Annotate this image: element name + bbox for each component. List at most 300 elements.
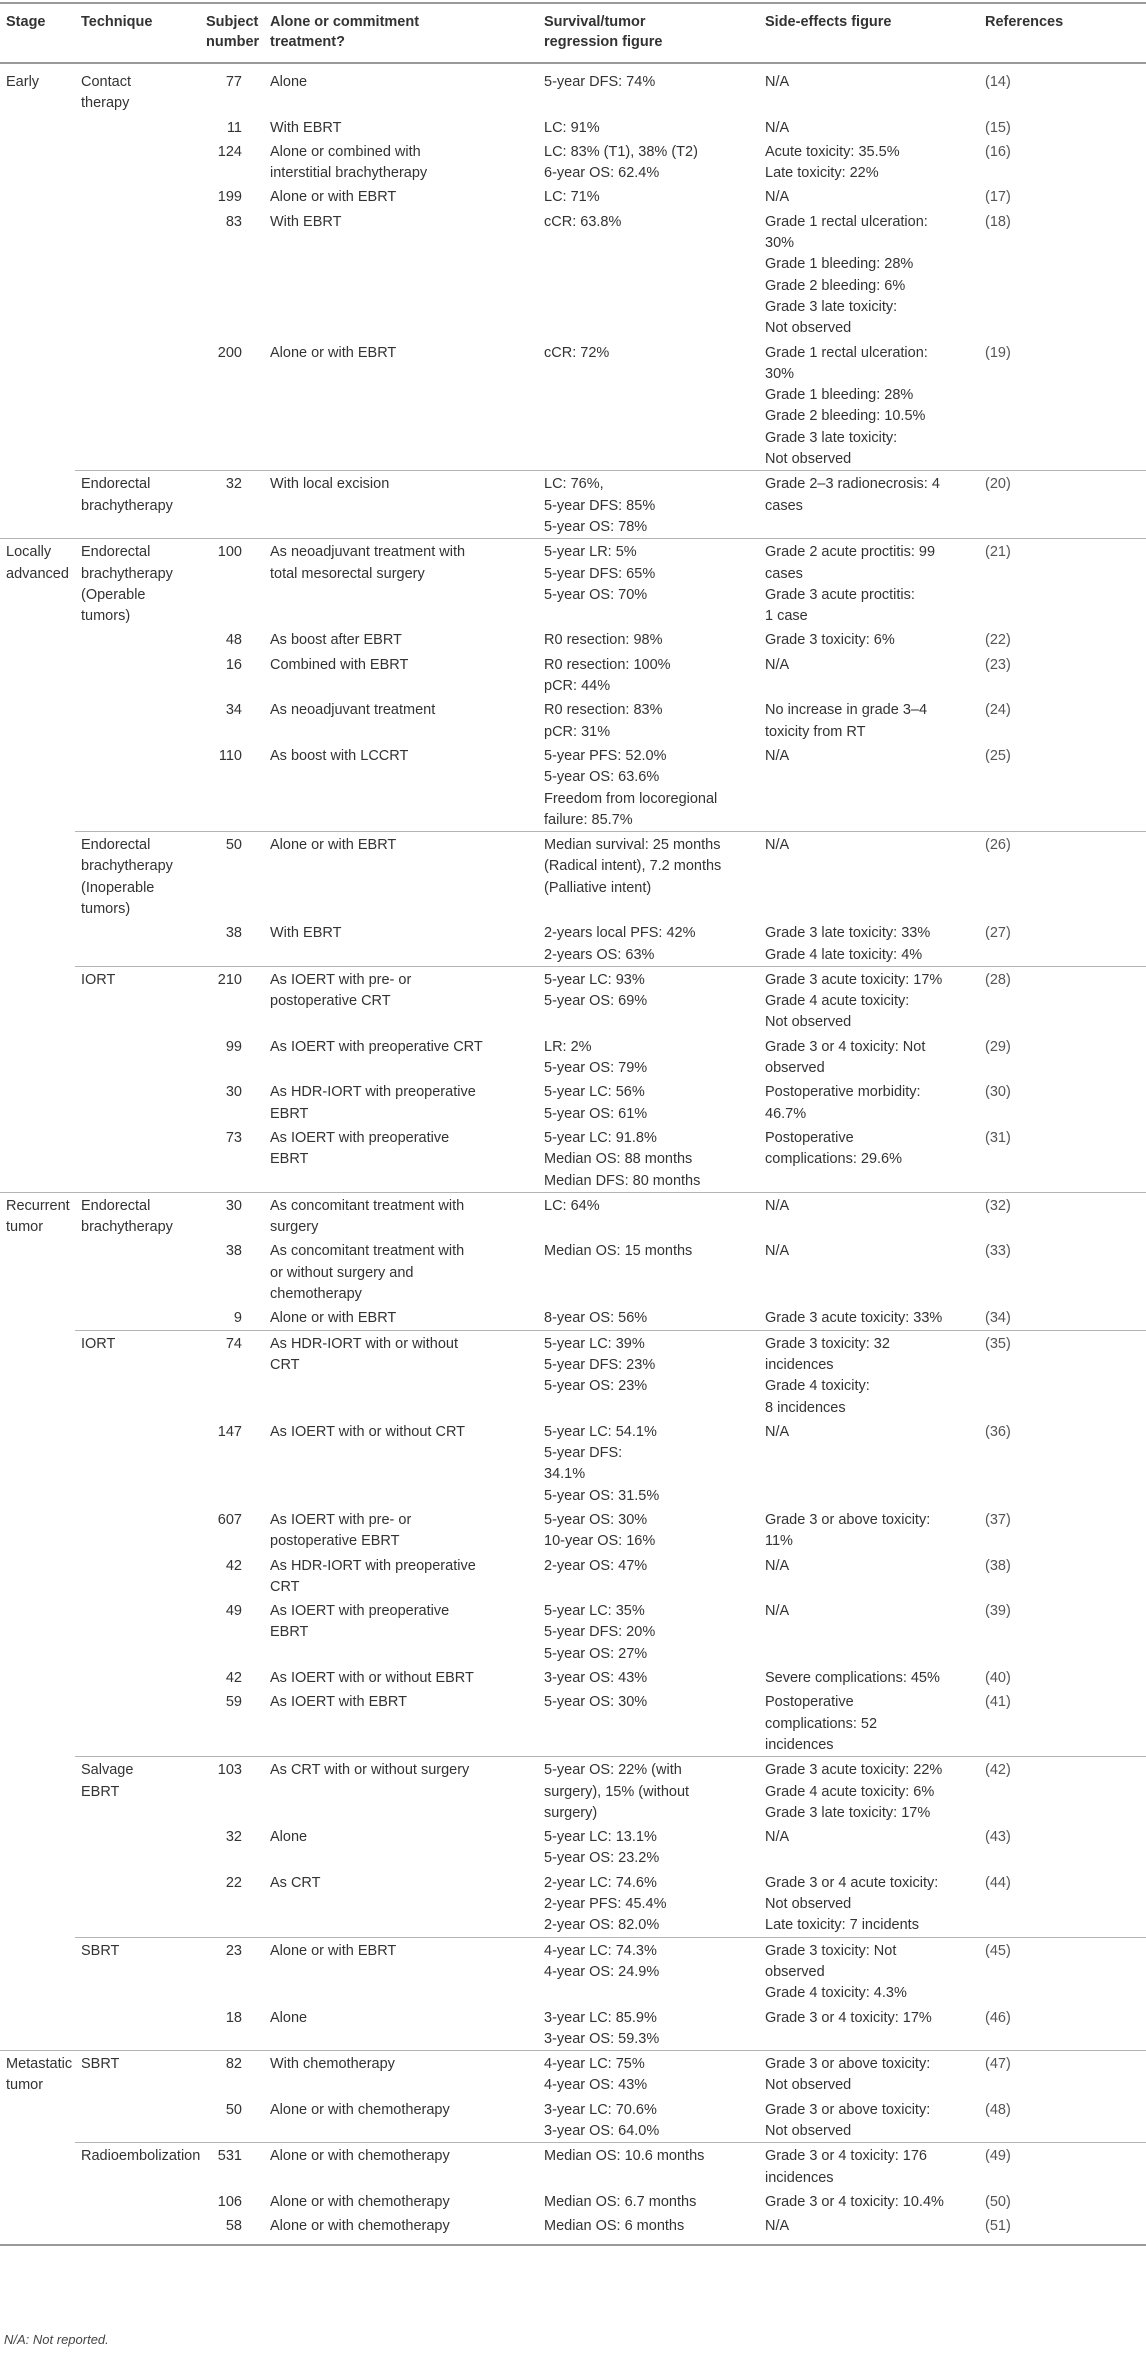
reference-cell: (47)	[979, 2051, 1146, 2097]
subject-number-cell: 38	[225, 1243, 242, 1260]
treatment-cell: As CRT	[270, 1874, 321, 1891]
side-effects-cell: Grade 2–3 radionecrosis: 4 cases	[759, 471, 979, 539]
side-effects-cell: N/A	[765, 74, 790, 90]
side-effects-cell: Postoperative complications: 52 incidences	[765, 1694, 878, 1753]
table-row	[0, 832, 1146, 921]
reference-cell: (41)	[985, 1694, 1011, 1711]
technique-cell	[75, 2213, 200, 2244]
table-row	[0, 63, 1146, 115]
reference-cell: (17)	[985, 189, 1011, 206]
side-effects-cell: Grade 3 toxicity: 32 incidences Grade 4 toxicity: 8 incidences	[759, 1330, 979, 1419]
technique-cell	[75, 652, 200, 698]
technique-cell	[75, 1870, 200, 1937]
treatment-cell: Alone or with EBRT	[264, 832, 538, 921]
table-row	[0, 1419, 1146, 1507]
survival-cell: 5-year PFS: 52.0% 5-year OS: 63.6% Freedom from locoregional failure: 85.7%	[544, 747, 718, 828]
subject-number-cell: 99	[225, 1038, 242, 1055]
table-row	[0, 209, 1146, 340]
subject-number-cell: 73	[225, 1129, 242, 1146]
stage-cell	[0, 652, 75, 698]
table-row	[0, 2051, 1146, 2097]
side-effects-cell: N/A	[765, 747, 790, 764]
survival-cell: 4-year LC: 75% 4-year OS: 43%	[538, 2051, 759, 2097]
stage-cell	[0, 2213, 75, 2244]
survival-cell: 4-year LC: 74.3% 4-year OS: 24.9%	[538, 1937, 759, 2004]
survival-cell: LC: 71%	[544, 189, 600, 206]
table-row	[0, 920, 1146, 966]
treatment-cell: Alone or with EBRT	[270, 344, 397, 361]
table-row	[0, 184, 1146, 208]
table-row	[0, 1870, 1146, 1937]
reference-cell: (51)	[979, 2213, 1146, 2244]
subject-number-cell: 210	[200, 966, 264, 1033]
table-row	[0, 1305, 1146, 1330]
table-row	[0, 1757, 1146, 1824]
technique-cell	[75, 1419, 200, 1507]
table-row	[0, 966, 1146, 1033]
technique-cell	[75, 1824, 200, 1870]
treatment-cell: Alone or with chemotherapy	[264, 2213, 538, 2244]
technique-cell	[75, 1507, 200, 1553]
header-technique: Technique	[75, 3, 200, 63]
stage-cell	[0, 1079, 75, 1125]
survival-cell: LC: 76%, 5-year DFS: 85% 5-year OS: 78%	[538, 471, 759, 539]
survival-cell: 5-year LC: 35% 5-year DFS: 20% 5-year OS: 27%	[544, 1603, 656, 1662]
table-row	[0, 1553, 1146, 1599]
stage-cell	[0, 184, 75, 208]
technique-cell	[75, 1689, 200, 1756]
side-effects-cell: N/A	[765, 1243, 790, 1260]
subject-number-cell: 77	[225, 74, 242, 90]
reference-cell: (35)	[979, 1330, 1146, 1419]
subject-number-cell: 74	[200, 1330, 264, 1419]
table-row	[0, 1689, 1146, 1756]
table-row	[0, 1665, 1146, 1689]
reference-cell: (44)	[985, 1874, 1011, 1891]
side-effects-cell: Grade 3 acute toxicity: 22% Grade 4 acute toxicity: 6% Grade 3 late toxicity: 17%	[759, 1757, 979, 1824]
survival-cell: 5-year LC: 54.1% 5-year DFS: 34.1% 5-year OS: 31.5%	[544, 1423, 660, 1504]
stage-cell	[0, 1757, 75, 1824]
survival-cell: 5-year OS: 30%	[544, 1694, 648, 1711]
technique-cell: IORT	[75, 1330, 200, 1419]
subject-number-cell: 531	[200, 2143, 264, 2189]
stage-cell	[0, 2005, 75, 2051]
technique-cell	[75, 1305, 200, 1330]
survival-cell: 8-year OS: 56%	[544, 1310, 648, 1327]
reference-cell: (46)	[985, 2009, 1011, 2026]
stage-cell	[0, 2097, 75, 2143]
table-body	[0, 63, 1146, 2245]
technique-cell: Radioembolization	[75, 2143, 200, 2189]
survival-cell: 3-year OS: 43%	[544, 1670, 648, 1687]
survival-cell: R0 resection: 100% pCR: 44%	[544, 656, 671, 695]
side-effects-cell: Grade 3 toxicity: Not observed Grade 4 toxicity: 4.3%	[759, 1937, 979, 2004]
side-effects-cell: Grade 1 rectal ulceration: 30% Grade 1 bleeding: 28% Grade 2 bleeding: 6% Grade 3 late toxicity: Not observed	[765, 213, 928, 337]
survival-cell: 2-years local PFS: 42% 2-years OS: 63%	[544, 925, 696, 963]
side-effects-cell: Grade 3 or 4 toxicity: 10.4%	[765, 2193, 944, 2210]
stage-cell	[0, 1553, 75, 1599]
stage-cell	[0, 697, 75, 743]
survival-cell: 3-year LC: 70.6% 3-year OS: 64.0%	[544, 2101, 660, 2140]
subject-number-cell: 82	[200, 2051, 264, 2097]
reference-cell: (20)	[979, 471, 1146, 539]
subject-number-cell: 9	[233, 1310, 242, 1327]
reference-cell: (16)	[985, 143, 1011, 160]
technique-cell	[75, 115, 200, 139]
technique-cell	[75, 1598, 200, 1665]
reference-cell: (37)	[985, 1512, 1011, 1528]
technique-cell	[75, 1553, 200, 1599]
side-effects-cell: Grade 3 or 4 toxicity: 176 incidences	[759, 2143, 979, 2189]
side-effects-cell: Grade 3 or 4 toxicity: 17%	[765, 2009, 932, 2026]
side-effects-cell: Grade 3 acute toxicity: 33%	[765, 1310, 943, 1327]
technique-cell: Endorectal brachytherapy	[75, 1192, 200, 1238]
reference-cell: (14)	[985, 74, 1011, 90]
survival-cell: 5-year LC: 13.1% 5-year OS: 23.2%	[544, 1829, 660, 1867]
reference-cell: (49)	[979, 2143, 1146, 2189]
side-effects-cell: Grade 3 or above toxicity: 11%	[765, 1512, 931, 1550]
survival-cell: 5-year LC: 56% 5-year OS: 61%	[544, 1084, 648, 1122]
side-effects-cell: N/A	[765, 656, 790, 673]
technique-cell: Contact therapy	[81, 74, 131, 112]
side-effects-cell: Severe complications: 45%	[765, 1670, 940, 1687]
subject-number-cell: 34	[225, 702, 242, 719]
treatment-cell: Alone or with EBRT	[270, 189, 397, 206]
technique-cell	[75, 209, 200, 340]
stage-cell	[0, 966, 75, 1033]
treatment-cell: With chemotherapy	[264, 2051, 538, 2097]
header-alone-or-commitment: Alone or commitment treatment?	[264, 3, 538, 63]
stage-cell	[0, 115, 75, 139]
survival-cell: LC: 83% (T1), 38% (T2) 6-year OS: 62.4%	[544, 143, 698, 182]
survival-cell: 5-year LC: 93% 5-year OS: 69%	[538, 966, 759, 1033]
stage-cell	[0, 2189, 75, 2213]
technique-cell	[75, 1238, 200, 1305]
reference-cell: (48)	[985, 2101, 1011, 2118]
technique-cell: Salvage EBRT	[75, 1757, 200, 1824]
survival-cell: Median OS: 6 months	[538, 2213, 759, 2244]
treatment-cell: As boost after EBRT	[270, 632, 402, 649]
treatment-cell: As IOERT with pre- or postoperative EBRT	[270, 1512, 412, 1550]
subject-number-cell: 22	[225, 1874, 242, 1891]
treatment-cell: As concomitant treatment with surgery	[264, 1192, 538, 1238]
stage-cell	[0, 471, 75, 539]
table-row	[0, 2143, 1146, 2189]
survival-cell: 5-year OS: 22% (with surgery), 15% (without surgery)	[538, 1757, 759, 1824]
table-row	[0, 627, 1146, 651]
reference-cell: (40)	[985, 1670, 1011, 1687]
stage-cell: Early	[6, 74, 40, 90]
table-row	[0, 2213, 1146, 2244]
survival-cell: 5-year DFS: 74%	[544, 74, 656, 90]
side-effects-cell: Postoperative complications: 29.6%	[765, 1129, 903, 1168]
reference-cell: (23)	[985, 656, 1011, 673]
reference-cell: (42)	[979, 1757, 1146, 1824]
treatment-cell: As IOERT with preoperative CRT	[270, 1038, 483, 1055]
stage-cell	[0, 1305, 75, 1330]
stage-cell	[0, 1598, 75, 1665]
treatment-cell: Alone or with EBRT	[270, 1310, 397, 1327]
technique-cell	[75, 627, 200, 651]
treatment-cell: As HDR-IORT with or without CRT	[264, 1330, 538, 1419]
survival-cell: Median survival: 25 months (Radical intent), 7.2 months (Palliative intent)	[538, 832, 759, 921]
table-row	[0, 652, 1146, 698]
survival-cell: Median OS: 6.7 months	[544, 2193, 697, 2210]
treatment-cell: As HDR-IORT with preoperative EBRT	[270, 1084, 476, 1122]
table-row	[0, 1330, 1146, 1419]
survival-cell: 2-year OS: 47%	[544, 1557, 648, 1574]
side-effects-cell: N/A	[765, 1557, 790, 1574]
table-row	[0, 1192, 1146, 1238]
survival-cell: R0 resection: 98%	[544, 632, 663, 649]
side-effects-cell: Grade 3 acute toxicity: 17% Grade 4 acute toxicity: Not observed	[759, 966, 979, 1033]
technique-cell	[75, 2005, 200, 2051]
table-row	[0, 1034, 1146, 1080]
table-row	[0, 539, 1146, 628]
reference-cell: (18)	[985, 213, 1011, 230]
stage-cell	[0, 209, 75, 340]
reference-cell: (31)	[985, 1129, 1011, 1146]
technique-cell	[75, 139, 200, 185]
treatment-cell: Combined with EBRT	[270, 656, 409, 673]
table-row	[0, 1824, 1146, 1870]
subject-number-cell: 59	[225, 1694, 242, 1711]
subject-number-cell: 83	[225, 213, 242, 230]
side-effects-cell: Grade 3 late toxicity: 33% Grade 4 late toxicity: 4%	[765, 925, 931, 963]
stage-cell	[0, 1689, 75, 1756]
subject-number-cell: 42	[225, 1557, 242, 1574]
treatment-cell: Alone or with chemotherapy	[270, 2193, 450, 2210]
table-row	[0, 743, 1146, 832]
reference-cell: (24)	[985, 702, 1011, 719]
subject-number-cell: 100	[200, 539, 264, 628]
subject-number-cell: 42	[225, 1670, 242, 1687]
side-effects-cell: Grade 3 or 4 toxicity: Not observed	[765, 1038, 926, 1077]
subject-number-cell: 200	[217, 344, 242, 361]
reference-cell: (15)	[985, 119, 1011, 136]
treatment-cell: As IOERT with pre- or postoperative CRT	[264, 966, 538, 1033]
treatment-cell: With EBRT	[270, 213, 342, 230]
technique-cell	[75, 920, 200, 966]
subject-number-cell: 48	[225, 632, 242, 649]
side-effects-cell: Acute toxicity: 35.5% Late toxicity: 22%	[765, 143, 900, 182]
subject-number-cell: 607	[217, 1512, 242, 1528]
treatment-cell: Alone or with EBRT	[264, 1937, 538, 2004]
table-row	[0, 1598, 1146, 1665]
survival-cell: LC: 64%	[538, 1192, 759, 1238]
technique-cell	[75, 1034, 200, 1080]
header-survival: Survival/tumor regression figure	[538, 3, 759, 63]
side-effects-cell: Grade 3 or above toxicity: Not observed	[765, 2101, 931, 2140]
technique-cell	[75, 697, 200, 743]
reference-cell: (36)	[985, 1423, 1011, 1440]
subject-number-cell: 38	[225, 925, 242, 942]
survival-cell: R0 resection: 83% pCR: 31%	[544, 702, 663, 740]
reference-cell: (28)	[979, 966, 1146, 1033]
subject-number-cell: 16	[225, 656, 242, 673]
table-row	[0, 2189, 1146, 2213]
header-stage: Stage	[0, 3, 75, 63]
footnote: N/A: Not reported.	[4, 2332, 109, 2347]
reference-cell: (26)	[979, 832, 1146, 921]
technique-cell: Endorectal brachytherapy (Operable tumors)	[75, 539, 200, 628]
reference-cell: (21)	[979, 539, 1146, 628]
subject-number-cell: 103	[200, 1757, 264, 1824]
stage-cell	[0, 627, 75, 651]
side-effects-cell: No increase in grade 3–4 toxicity from RT	[765, 702, 928, 740]
side-effects-cell: Grade 3 toxicity: 6%	[765, 632, 895, 649]
subject-number-cell: 32	[225, 1829, 242, 1846]
technique-cell	[75, 184, 200, 208]
reference-cell: (19)	[985, 344, 1011, 361]
table-row	[0, 340, 1146, 471]
technique-cell: IORT	[75, 966, 200, 1033]
table-row	[0, 2097, 1146, 2143]
table-row	[0, 1079, 1146, 1125]
side-effects-cell: N/A	[765, 189, 790, 206]
reference-cell: (38)	[985, 1557, 1011, 1574]
side-effects-cell: N/A	[759, 1192, 979, 1238]
side-effects-cell: Grade 2 acute proctitis: 99 cases Grade 3 acute proctitis: 1 case	[759, 539, 979, 628]
reference-cell: (39)	[985, 1603, 1011, 1620]
technique-cell	[75, 1665, 200, 1689]
subject-number-cell: 49	[225, 1603, 242, 1620]
technique-cell	[75, 2097, 200, 2143]
subject-number-cell: 18	[225, 2009, 242, 2026]
table-row	[0, 471, 1146, 539]
side-effects-cell: Grade 3 or above toxicity: Not observed	[759, 2051, 979, 2097]
reference-cell: (29)	[985, 1038, 1011, 1055]
treatment-cell: Alone	[270, 1829, 308, 1846]
stage-cell	[0, 1330, 75, 1419]
survival-cell: 2-year LC: 74.6% 2-year PFS: 45.4% 2-year OS: 82.0%	[544, 1874, 667, 1934]
survival-cell: cCR: 72%	[544, 344, 610, 361]
reference-cell: (25)	[985, 747, 1011, 764]
stage-cell	[0, 1238, 75, 1305]
treatment-cell: As boost with LCCRT	[270, 747, 409, 764]
table-row	[0, 115, 1146, 139]
reference-cell: (45)	[979, 1937, 1146, 2004]
subject-number-cell: 23	[200, 1937, 264, 2004]
stage-cell: Metastatic tumor	[0, 2051, 75, 2097]
technique-cell	[75, 1079, 200, 1125]
table-row	[0, 1238, 1146, 1305]
treatment-cell: As IOERT with preoperative EBRT	[270, 1603, 450, 1641]
subject-number-cell: 147	[217, 1423, 242, 1440]
table-row	[0, 1937, 1146, 2004]
subject-number-cell: 50	[225, 2101, 242, 2118]
treatment-cell: As HDR-IORT with preoperative CRT	[270, 1557, 476, 1595]
reference-cell: (43)	[985, 1829, 1011, 1846]
technique-cell: Endorectal brachytherapy	[75, 471, 200, 539]
treatment-cell: Alone	[270, 2009, 308, 2026]
survival-cell: 3-year LC: 85.9% 3-year OS: 59.3%	[544, 2009, 660, 2047]
stage-cell	[0, 1419, 75, 1507]
stage-cell	[0, 920, 75, 966]
stage-cell: Locally advanced	[0, 539, 75, 628]
technique-cell: SBRT	[75, 1937, 200, 2004]
reference-cell: (22)	[985, 632, 1011, 649]
survival-cell: 5-year LC: 91.8% Median OS: 88 months Median DFS: 80 months	[544, 1129, 701, 1189]
survival-cell: 5-year LR: 5% 5-year DFS: 65% 5-year OS: 70%	[538, 539, 759, 628]
side-effects-cell: Grade 1 rectal ulceration: 30% Grade 1 bleeding: 28% Grade 2 bleeding: 10.5% Grade 3 late toxicity: Not observed	[765, 344, 928, 468]
side-effects-cell: Postoperative morbidity: 46.7%	[765, 1084, 921, 1122]
table-row	[0, 697, 1146, 743]
reference-cell: (33)	[985, 1243, 1011, 1260]
stage-cell	[0, 1824, 75, 1870]
side-effects-cell: N/A	[759, 832, 979, 921]
subject-number-cell: 110	[218, 747, 242, 764]
stage-cell	[0, 139, 75, 185]
stage-cell	[0, 832, 75, 921]
table-row	[0, 1507, 1146, 1553]
reference-cell: (32)	[979, 1192, 1146, 1238]
stage-cell	[0, 1665, 75, 1689]
survival-cell: LR: 2% 5-year OS: 79%	[544, 1038, 648, 1077]
treatment-cell: As IOERT with preoperative EBRT	[270, 1129, 450, 1168]
subject-number-cell: 30	[200, 1192, 264, 1238]
stage-cell	[0, 2143, 75, 2189]
side-effects-cell: N/A	[765, 1603, 790, 1620]
technique-cell: SBRT	[75, 2051, 200, 2097]
survival-cell: 5-year LC: 39% 5-year DFS: 23% 5-year OS: 23%	[538, 1330, 759, 1419]
side-effects-cell: N/A	[765, 1829, 790, 1846]
table-header-row	[0, 3, 1146, 63]
side-effects-cell: N/A	[765, 1423, 790, 1440]
treatment-cell: Alone	[270, 74, 308, 90]
stage-cell	[0, 1125, 75, 1192]
treatment-cell: Alone or with chemotherapy	[264, 2143, 538, 2189]
table-row	[0, 2005, 1146, 2051]
table-row	[0, 1125, 1146, 1192]
subject-number-cell: 199	[217, 189, 242, 206]
subject-number-cell: 50	[200, 832, 264, 921]
stage-cell	[0, 340, 75, 471]
treatment-cell: As concomitant treatment with or without surgery and chemotherapy	[270, 1243, 465, 1303]
survival-cell: 5-year OS: 30% 10-year OS: 16%	[544, 1512, 656, 1550]
treatment-cell: With local excision	[264, 471, 538, 539]
technique-cell	[75, 2189, 200, 2213]
subject-number-cell: 58	[200, 2213, 264, 2244]
side-effects-cell: Grade 3 or 4 acute toxicity: Not observed Late toxicity: 7 incidents	[765, 1874, 939, 1934]
stage-cell	[0, 1870, 75, 1937]
survival-cell: cCR: 63.8%	[544, 213, 622, 230]
side-effects-cell: N/A	[759, 2213, 979, 2244]
technique-cell	[75, 340, 200, 471]
reference-cell: (27)	[985, 925, 1011, 942]
treatment-cell: Alone or combined with interstitial brachytherapy	[270, 143, 428, 182]
survival-cell: LC: 91%	[544, 119, 600, 136]
treatment-cell: With EBRT	[270, 925, 342, 942]
subject-number-cell: 30	[225, 1084, 242, 1101]
reference-cell: (50)	[985, 2193, 1011, 2210]
reference-cell: (30)	[985, 1084, 1011, 1101]
results-table	[0, 2, 1146, 2246]
stage-cell	[0, 1937, 75, 2004]
treatment-cell: As IOERT with or without EBRT	[270, 1670, 474, 1687]
subject-number-cell: 124	[217, 143, 242, 160]
subject-number-cell: 106	[217, 2193, 242, 2210]
survival-cell: Median OS: 10.6 months	[538, 2143, 759, 2189]
treatment-cell: As CRT with or without surgery	[264, 1757, 538, 1824]
subject-number-cell: 32	[200, 471, 264, 539]
treatment-cell: As IOERT with EBRT	[270, 1694, 407, 1711]
stage-cell	[0, 1507, 75, 1553]
survival-cell: Median OS: 15 months	[544, 1243, 693, 1260]
header-subject-number: Subject number	[200, 3, 264, 63]
stage-cell: Recurrent tumor	[0, 1192, 75, 1238]
treatment-cell: As neoadjuvant treatment	[270, 702, 436, 719]
